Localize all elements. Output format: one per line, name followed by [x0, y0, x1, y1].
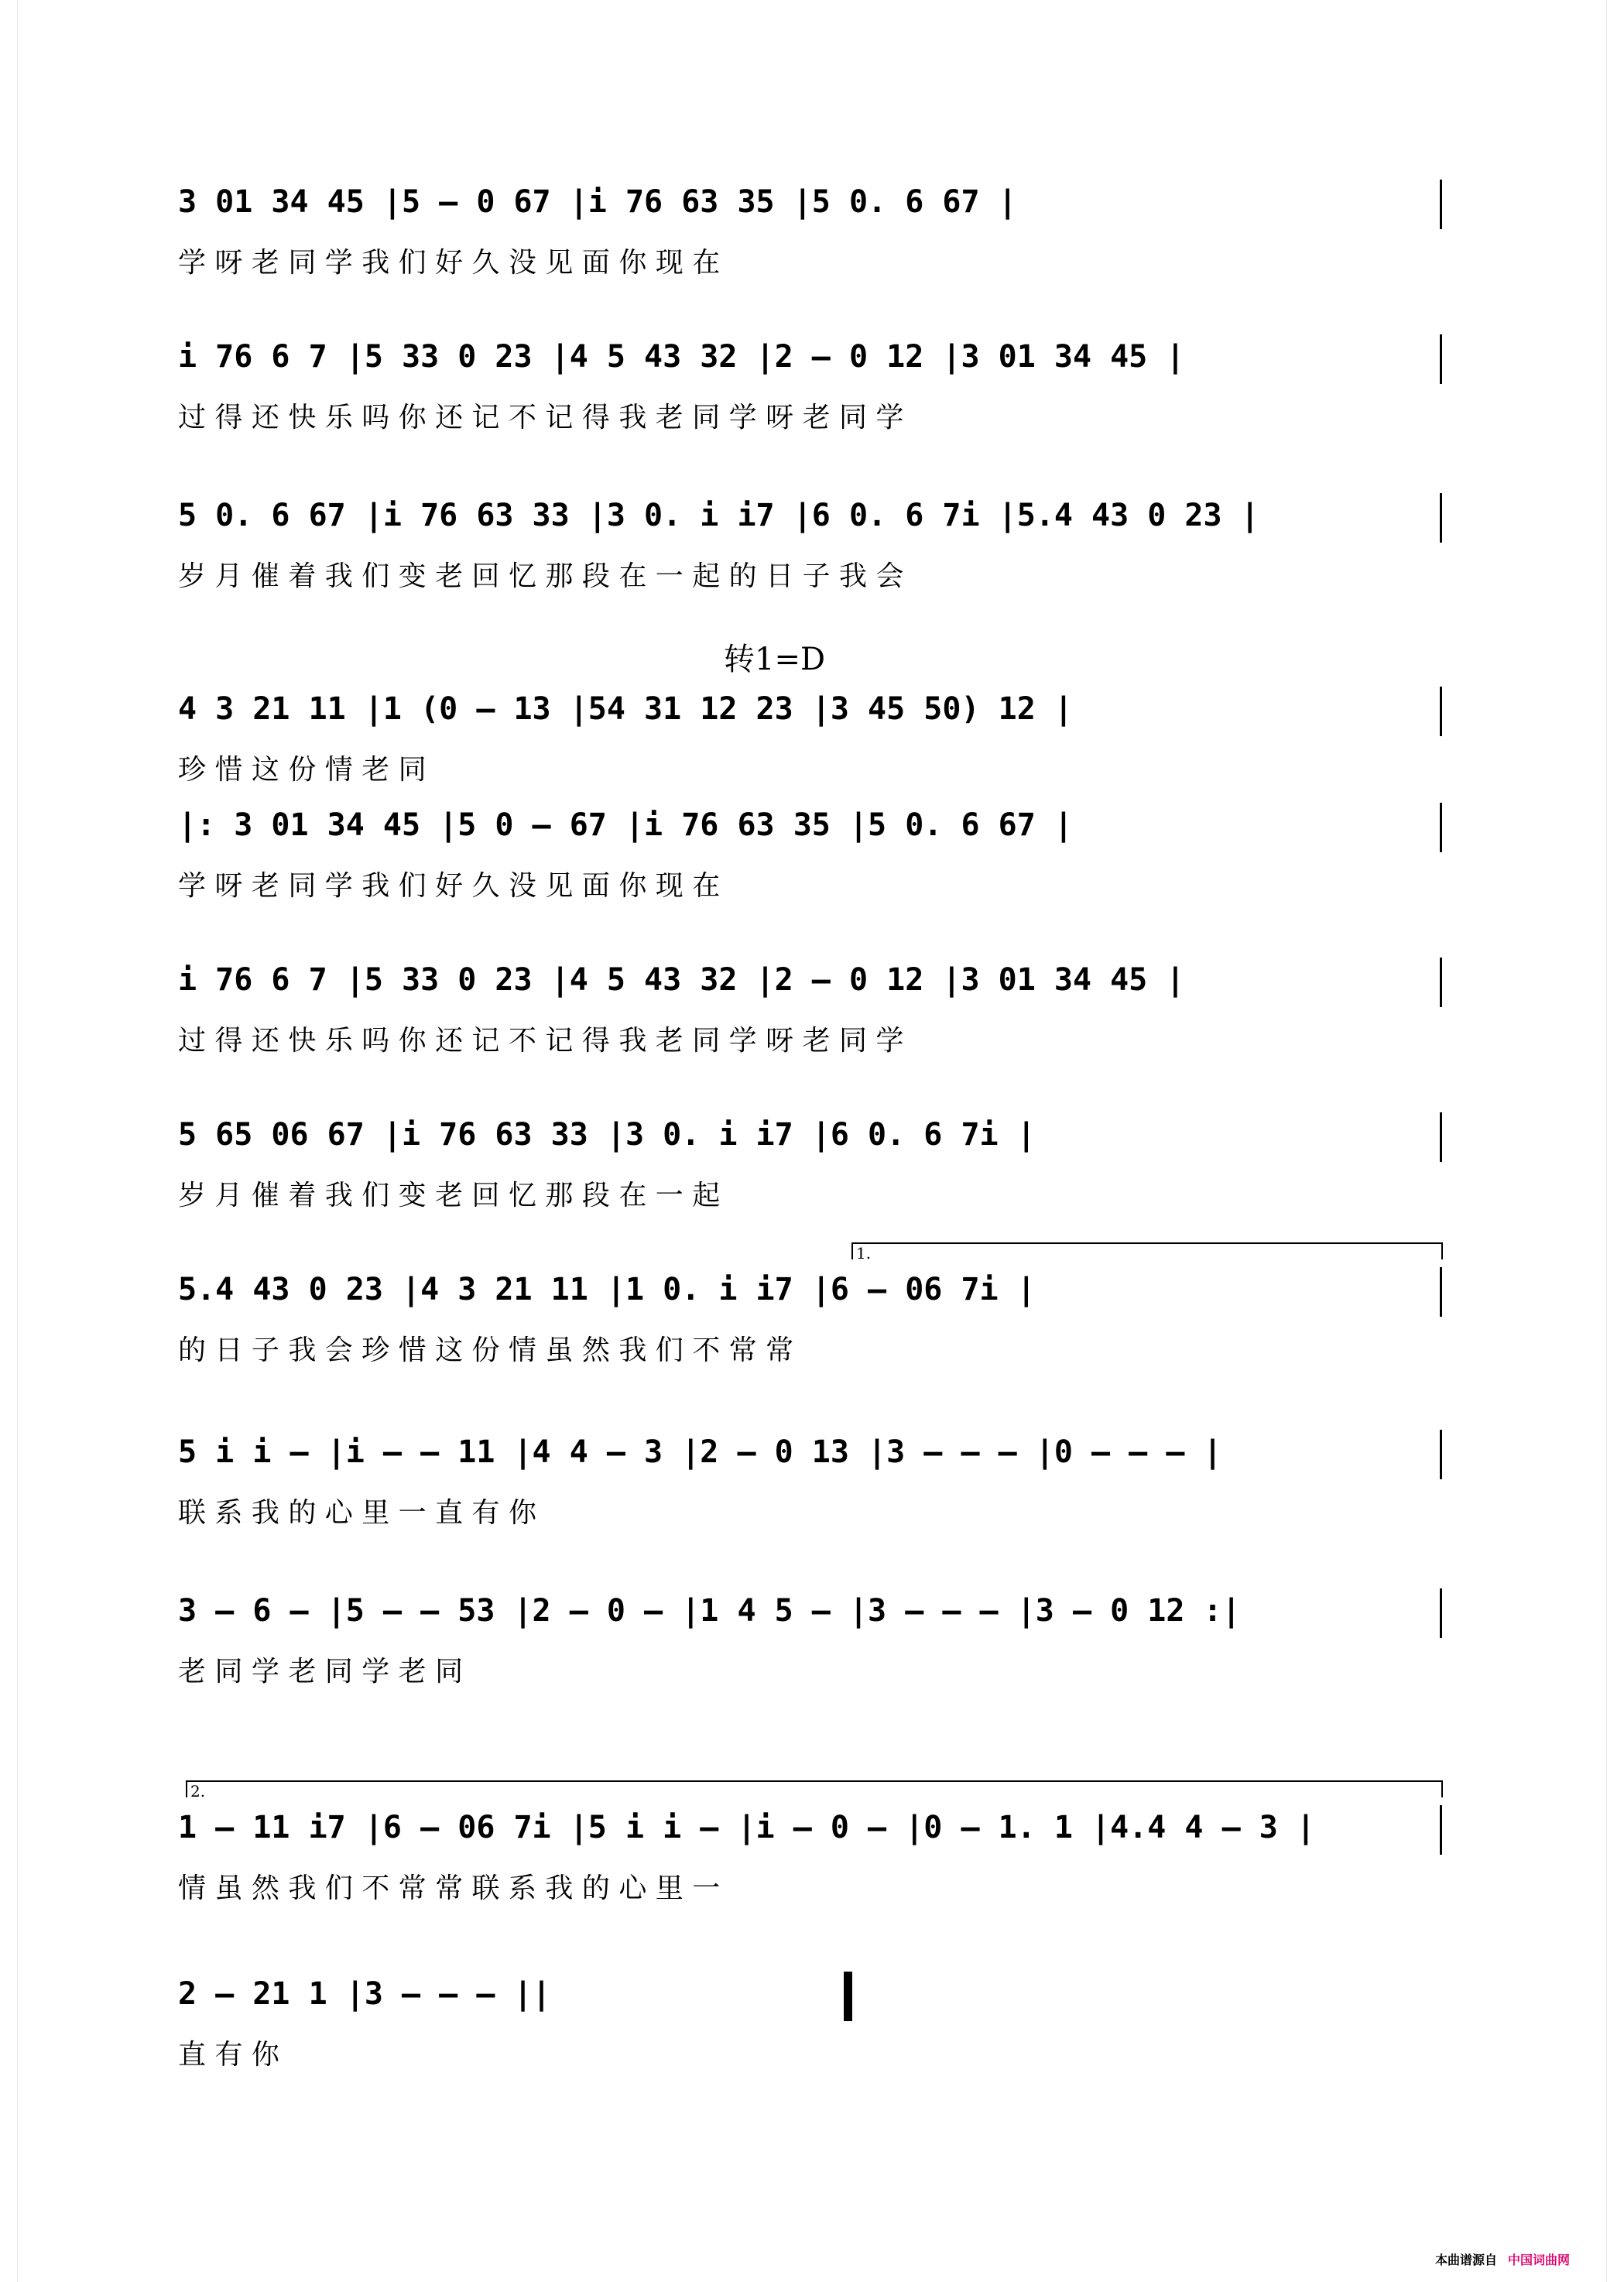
barline	[1440, 1267, 1442, 1317]
footer-source: 本曲谱源自	[1434, 2253, 1497, 2267]
notation-line: 3 – 6 – |5 – – 53 |2 – 0 – |1 4 5 – |3 – – – |3 – 0 12 :|	[178, 1593, 1241, 1629]
lyric-line: 岁 月 催 着 我 们 变 老 回 忆 那 段 在 一 起 的 日 子 我 会	[178, 560, 904, 592]
barline	[1440, 958, 1442, 1007]
notation-line: 5 65 06 67 |i 76 63 33 |3 0. i i7 |6 0. 6 7i |	[178, 1117, 1036, 1153]
lyric-line: 过 得 还 快 乐 吗 你 还 记 不 记 得 我 老 同 学 呀 老 同 学	[178, 1025, 904, 1057]
system-1	[178, 178, 1455, 333]
footer	[1435, 2250, 1570, 2268]
barline	[1440, 493, 1442, 543]
system-9	[178, 1428, 1455, 1583]
system-6	[178, 956, 1455, 1111]
barline	[844, 1972, 852, 2021]
system-12	[178, 1970, 1455, 2125]
barline	[1440, 1112, 1442, 1162]
notation-line: i 76 6 7 |5 33 0 23 |4 5 43 32 |2 – 0 12 |3 01 34 45 |	[178, 339, 1185, 375]
lyric-line: 老 同 学 老 同 学 老 同	[178, 1656, 464, 1688]
lyric-line: 联 系 我 的 心 里 一 直 有 你	[178, 1497, 536, 1529]
lyric-line: 的 日 子 我 会 珍 惜 这 份 情 虽 然 我 们 不 常 常	[178, 1335, 794, 1366]
volta-bracket	[851, 1242, 1443, 1259]
lyric-line: 情 虽 然 我 们 不 常 常 联 系 我 的 心 里 一	[178, 1873, 721, 1904]
system-3	[178, 492, 1455, 646]
barline	[1440, 1805, 1442, 1855]
notation-line: 3 01 34 45 |5 – 0 67 |i 76 63 35 |5 0. 6 67 |	[178, 184, 1017, 220]
notation-line: 5 i i – |i – – 11 |4 4 – 3 |2 – 0 13 |3 – – – |0 – – – |	[178, 1434, 1222, 1470]
barline	[1440, 687, 1442, 736]
barline	[1440, 334, 1442, 384]
volta-label: 2.	[190, 1782, 206, 1801]
barline	[1440, 180, 1442, 229]
system-5	[178, 801, 1455, 956]
system-8	[178, 1244, 1455, 1420]
right-margin-strip	[1606, 0, 1624, 2282]
notation-line: i 76 6 7 |5 33 0 23 |4 5 43 32 |2 – 0 12 |3 01 34 45 |	[178, 962, 1185, 998]
barline	[1440, 803, 1442, 852]
key-change-label: 转1=D	[724, 642, 826, 677]
barline	[1440, 1430, 1442, 1479]
lyric-line: 直 有 你	[178, 2039, 279, 2071]
lyric-line: 岁 月 催 着 我 们 变 老 回 忆 那 段 在 一 起	[178, 1180, 721, 1211]
notation-line: |: 3 01 34 45 |5 0 – 67 |i 76 63 35 |5 0. 6 67 |	[178, 807, 1073, 843]
volta-bracket	[186, 1780, 1443, 1797]
system-11	[178, 1782, 1455, 1958]
system-2	[178, 333, 1455, 488]
lyric-line: 过 得 还 快 乐 吗 你 还 记 不 记 得 我 老 同 学 呀 老 同 学	[178, 402, 904, 433]
notation-line: 5 0. 6 67 |i 76 63 33 |3 0. i i7 |6 0. 6 7i |5.4 43 0 23 |	[178, 498, 1259, 533]
lyric-line: 学 呀 老 同 学 我 们 好 久 没 见 面 你 现 在	[178, 870, 721, 902]
lyric-line: 学 呀 老 同 学 我 们 好 久 没 见 面 你 现 在	[178, 247, 721, 279]
lyric-line: 珍 惜 这 份 情 老 同	[178, 754, 427, 786]
notation-line: 1 – 11 i7 |6 – 06 7i |5 i i – |i – 0 – |0 – 1. 1 |4.4 4 – 3 |	[178, 1810, 1316, 1845]
notation-line: 5.4 43 0 23 |4 3 21 11 |1 0. i i7 |6 – 06 7i |	[178, 1272, 1036, 1307]
left-margin-strip	[0, 0, 18, 2282]
notation-line: 4 3 21 11 |1 (0 – 13 |54 31 12 23 |3 45 50) 12 |	[178, 691, 1073, 727]
system-10	[178, 1587, 1455, 1742]
notation-line: 2 – 21 1 |3 – – – ||	[178, 1976, 551, 2012]
footer-brand: 中国词曲网	[1507, 2253, 1570, 2267]
barline	[1440, 1588, 1442, 1638]
volta-label: 1.	[856, 1244, 872, 1263]
